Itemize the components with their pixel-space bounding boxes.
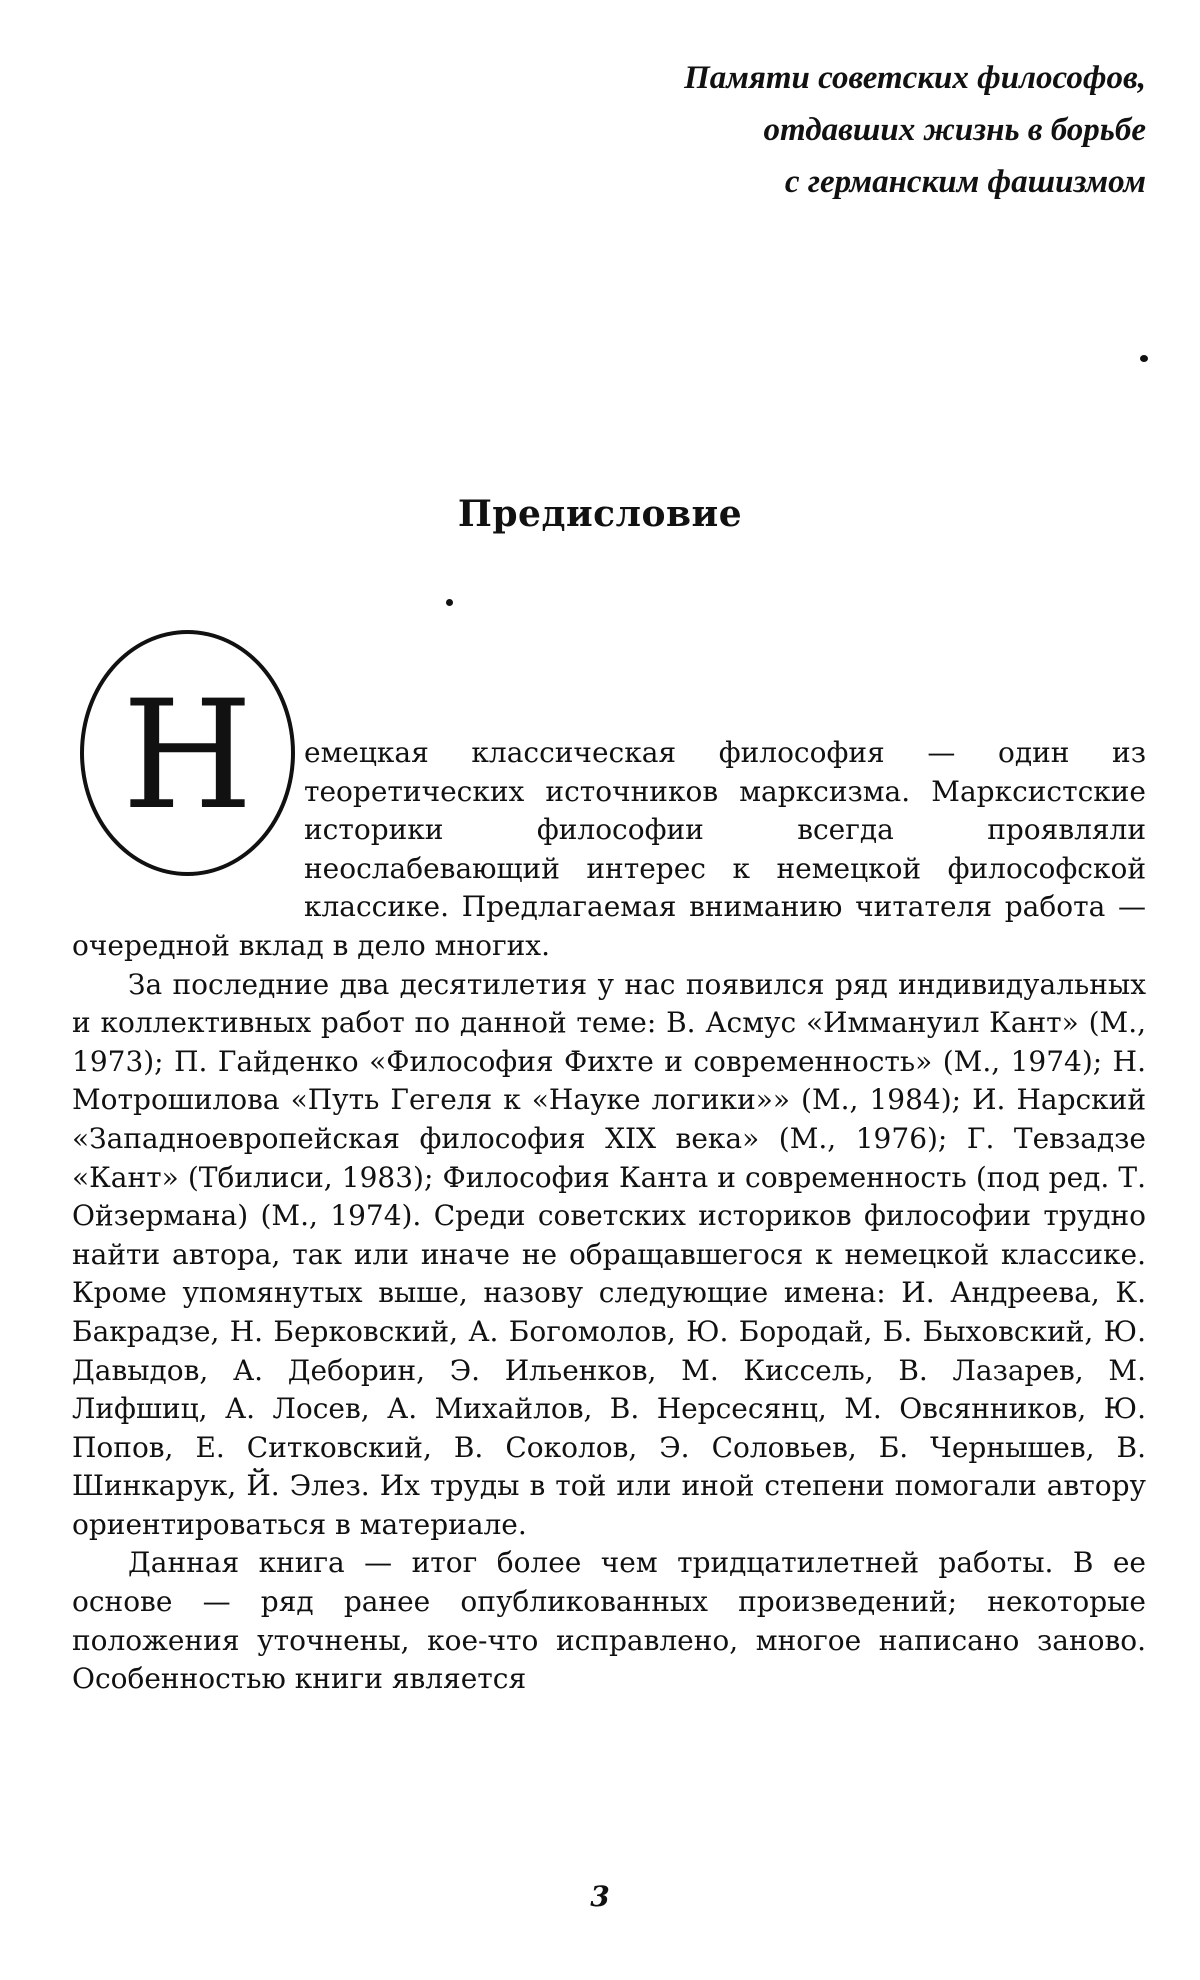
drop-cap-space: [72, 734, 304, 890]
epigraph-line: с германским фашизмом: [784, 164, 1146, 200]
epigraph: [506, 52, 1146, 208]
epigraph-line: Памяти советских философов,: [684, 60, 1146, 96]
drop-cap-initial: Н: [80, 630, 295, 876]
body-text: [72, 734, 1146, 1699]
paragraph: За последние два десятилетия у нас появился ряд индивидуальных и коллективных работ по данной теме: В. Асмус «Иммануил Кант» (М., 1973); П. Гайденко «Философия Фихте и современность» (М., 1974); Н. Мотрошилова «Путь Гегеля к «Науке логики»» (М., 1984); И. Нарский «Западноевропейская философия XIX века» (М., 1976); Г. Тевзадзе «Кант» (Тбилиси, 1983); Философия Канта и современность (под ред. Т. Ойзермана) (М., 1974). Среди советских историков философии трудно найти автора, так или иначе не обращавшегося к немецкой классике. Кроме упомянутых выше, назову следующие имена: И. Андреева, К. Бакрадзе, Н. Берковский, А. Богомолов, Ю. Бородай, Б. Быховский, Ю. Давыдов, А. Деборин, Э. Ильенков, М. Киссель, В. Лазарев, М. Лифшиц, А. Лосев, А. Михайлов, В. Нерсесянц, М. Овсянников, Ю. Попов, Е. Ситковский, В. Соколов, Э. Соловьев, Б. Чернышев, В. Шинкарук, Й. Элез. Их труды в той или иной степени помогали автору ориентироваться в материале.: [72, 967, 1146, 1541]
section-heading: Предисловие: [457, 493, 743, 535]
print-speck: [1140, 355, 1148, 362]
paragraph-text: емецкая классическая философия — один из теоретических источников марксизма. Марксистские историки философии всегда проявляли неослабевающий интерес к немецкой философской классике. Предлагаемая вниманию читателя работа — очередной вклад в дело многих.: [72, 736, 1146, 962]
paragraph: Данная книга — итог более чем тридцатилетней работы. В ее основе — ряд ранее опубликованных произведений; некоторые положения уточнены, кое-что исправлено, многое написано заново. Особенностью книги является: [72, 1546, 1146, 1696]
page-number: 3: [590, 1880, 610, 1913]
paragraph: [72, 734, 1146, 966]
epigraph-line: отдавших жизнь в борьбе: [763, 112, 1146, 148]
print-speck: [446, 599, 453, 606]
